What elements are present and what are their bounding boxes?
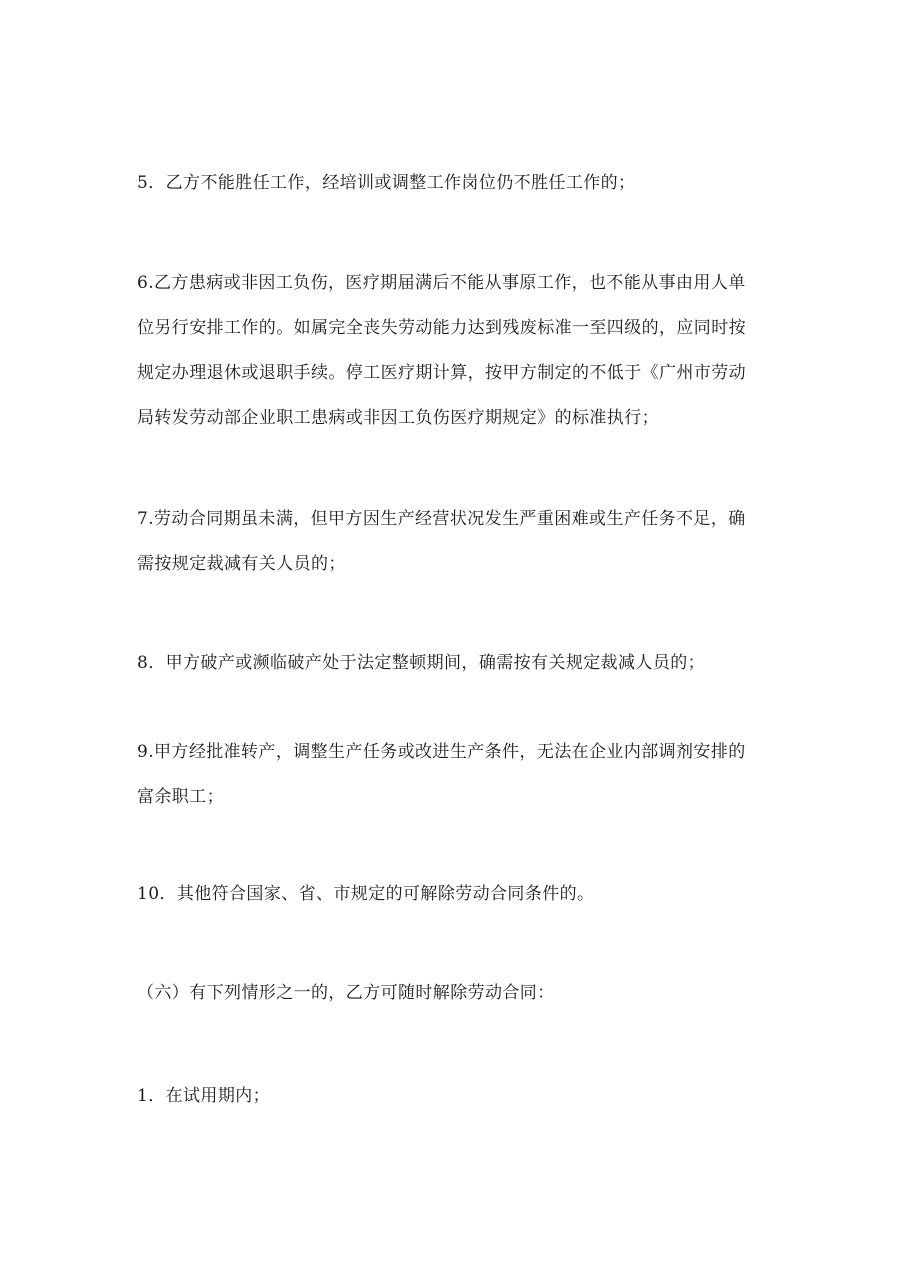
text-line: 1．在试用期内； bbox=[137, 1086, 271, 1106]
text-line: 位另行安排工作的。如属完全丧失劳动能力达到残废标准一至四级的，应同时按 bbox=[137, 318, 746, 338]
clause-9-paragraph bbox=[137, 730, 777, 820]
text-line: 9.甲方经批准转产，调整生产任务或改进生产条件，无法在企业内部调剂安排的 bbox=[137, 742, 746, 762]
text-line: 需按规定裁减有关人员的； bbox=[137, 554, 346, 574]
text-line: 规定办理退休或退职手续。停工医疗期计算，按甲方制定的不低于《广州市劳动 bbox=[137, 363, 746, 383]
text-line: 5．乙方不能胜任工作，经培训或调整工作岗位仍不胜任工作的； bbox=[137, 173, 636, 193]
text-line: 局转发劳动部企业职工患病或非因工负伤医疗期规定》的标准执行； bbox=[137, 408, 659, 428]
clause-7-paragraph bbox=[137, 497, 777, 587]
text-line: 7.劳动合同期虽未满，但甲方因生产经营状况发生严重困难或生产任务不足，确 bbox=[137, 509, 746, 529]
text-line: 8．甲方破产或濒临破产处于法定整顿期间，确需按有关规定裁减人员的； bbox=[137, 653, 706, 673]
text-line: 10．其他符合国家、省、市规定的可解除劳动合同条件的。 bbox=[137, 884, 595, 904]
clause-10-paragraph bbox=[137, 872, 777, 917]
clause-5-paragraph bbox=[137, 161, 777, 206]
clause-6-paragraph bbox=[137, 261, 777, 441]
text-line: 富余职工； bbox=[137, 787, 224, 807]
clause-8-paragraph bbox=[137, 641, 777, 686]
section-6-clause-1-paragraph bbox=[137, 1074, 777, 1119]
text-line: （六）有下列情形之一的，乙方可随时解除劳动合同： bbox=[137, 983, 555, 1003]
text-line: 6.乙方患病或非因工负伤，医疗期届满后不能从事原工作，也不能从事由用人单 bbox=[137, 273, 746, 293]
section-6-heading bbox=[137, 971, 777, 1016]
